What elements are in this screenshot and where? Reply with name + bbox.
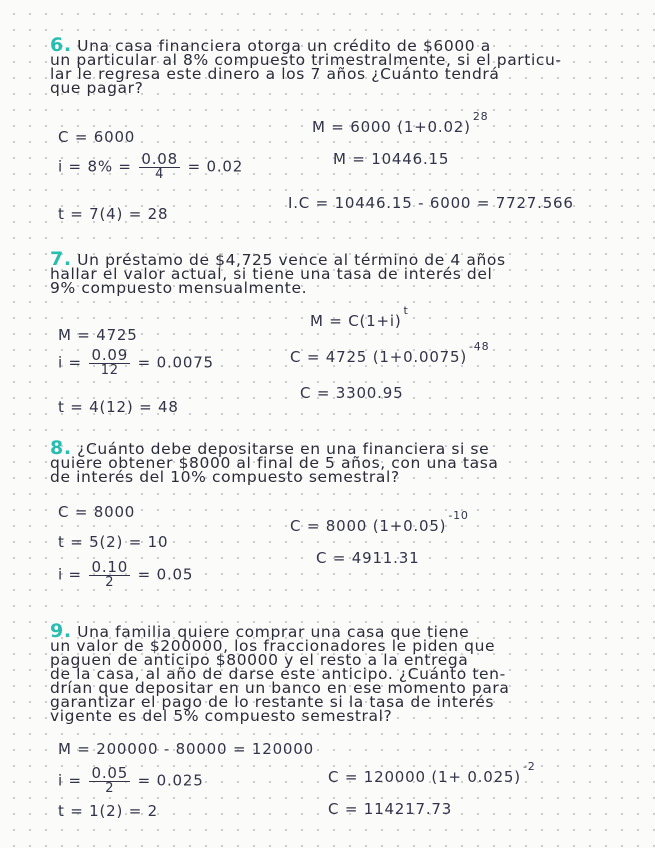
compound-formula bbox=[328, 760, 536, 786]
formula-text: C = 120000 (1+ 0.025) bbox=[328, 768, 521, 786]
given-amount: M = 4725 bbox=[58, 326, 138, 344]
given-capital: C = 8000 bbox=[58, 503, 136, 521]
given-capital: C = 6000 bbox=[58, 128, 136, 146]
fraction-numerator: 0.08 bbox=[141, 150, 178, 168]
fraction-numerator: 0.05 bbox=[91, 764, 129, 782]
statement-line: hallar el valor actual, si tiene una tasa de interés del bbox=[50, 265, 493, 283]
formula-exponent: t bbox=[403, 304, 409, 317]
problem-9-statement bbox=[50, 620, 625, 725]
compound-formula bbox=[312, 110, 489, 136]
problem-number: 7. bbox=[50, 248, 72, 270]
formula-result: M = 10446.15 bbox=[333, 150, 450, 168]
statement-line: drían que depositar en un banco en ese momento para bbox=[50, 679, 510, 697]
statement-line: de interés del 10% compuesto semestral? bbox=[50, 468, 400, 486]
formula-exponent: -2 bbox=[522, 760, 536, 773]
given-time: t = 5(2) = 10 bbox=[58, 533, 169, 551]
given-time: t = 4(12) = 48 bbox=[58, 398, 179, 416]
given-rate bbox=[58, 766, 204, 796]
formula-exponent: -48 bbox=[469, 340, 490, 353]
problem-8 bbox=[50, 437, 625, 486]
fraction-numerator: 0.09 bbox=[91, 346, 129, 364]
given-rate bbox=[58, 560, 193, 590]
problem-9 bbox=[50, 620, 625, 725]
statement-line: un particular al 8% compuesto trimestralmente, si el particu- bbox=[50, 51, 562, 69]
problem-number: 6. bbox=[50, 34, 72, 56]
rate-result: = 0.02 bbox=[187, 157, 244, 176]
statement-line: ¿Cuánto debe depositarse en una financiera si se bbox=[77, 440, 490, 458]
formula-text: C = 4725 (1+0.0075) bbox=[290, 348, 468, 366]
compound-formula bbox=[290, 509, 469, 535]
rate-label: i = bbox=[58, 565, 82, 584]
statement-line: que pagar? bbox=[50, 79, 144, 97]
rate-fraction bbox=[89, 348, 130, 378]
formula-text: M = C(1+i) bbox=[310, 312, 402, 330]
problem-7-statement bbox=[50, 248, 625, 297]
statement-line: un valor de $200000, los fraccionadores le piden que bbox=[50, 637, 496, 655]
statement-line: lar le regresa este dinero a los 7 años ¿Cuánto tendrá bbox=[50, 65, 500, 83]
fraction-denominator: 4 bbox=[155, 167, 165, 182]
problem-number: 9. bbox=[50, 620, 72, 642]
given-rate bbox=[58, 348, 214, 378]
problem-number: 8. bbox=[50, 437, 72, 459]
general-formula bbox=[310, 304, 409, 330]
formula-exponent: -10 bbox=[448, 509, 469, 522]
formula-result: C = 3300.95 bbox=[300, 384, 404, 402]
problem-8-statement bbox=[50, 437, 625, 486]
compound-formula bbox=[290, 340, 490, 366]
statement-line: vigente es del 5% compuesto semestral? bbox=[50, 707, 393, 725]
problem-6-statement bbox=[50, 34, 625, 97]
statement-line: 9% compuesto mensualmente. bbox=[50, 279, 308, 297]
rate-result: = 0.025 bbox=[137, 771, 204, 790]
statement-line: de la casa, al año de darse este anticipo. ¿Cuánto ten- bbox=[50, 665, 506, 683]
rate-label: i = bbox=[58, 353, 82, 372]
rate-result: = 0.05 bbox=[137, 565, 194, 584]
rate-fraction bbox=[89, 766, 130, 796]
problem-6 bbox=[50, 34, 625, 97]
formula-text: M = 6000 (1+0.02) bbox=[312, 118, 471, 136]
statement-line: paguen de anticipo $80000 y el resto a la entrega bbox=[50, 651, 469, 669]
given-time: t = 1(2) = 2 bbox=[58, 802, 159, 820]
formula-result: C = 114217.73 bbox=[328, 800, 453, 818]
formula-exponent: 28 bbox=[472, 110, 489, 123]
formula-result: C = 4911.31 bbox=[316, 549, 420, 567]
rate-result: = 0.0075 bbox=[137, 353, 214, 372]
statement-line: Un préstamo de $4,725 vence al término de 4 años bbox=[77, 251, 506, 269]
given-rate bbox=[58, 152, 243, 182]
rate-fraction bbox=[89, 560, 130, 590]
statement-line: Una familia quiere comprar una casa que tiene bbox=[77, 623, 470, 641]
fraction-denominator: 2 bbox=[105, 575, 115, 590]
formula-text: C = 8000 (1+0.05) bbox=[290, 517, 447, 535]
given-time: t = 7(4) = 28 bbox=[58, 205, 169, 223]
problem-7 bbox=[50, 248, 625, 297]
statement-line: Una casa financiera otorga un crédito de $6000 a bbox=[77, 37, 491, 55]
given-amount: M = 200000 - 80000 = 120000 bbox=[58, 740, 314, 758]
rate-fraction bbox=[139, 152, 180, 182]
statement-line: garantizar el pago de lo restante si la tasa de interés bbox=[50, 693, 495, 711]
rate-label: i = 8% = bbox=[58, 157, 132, 176]
fraction-denominator: 2 bbox=[105, 781, 115, 796]
fraction-denominator: 12 bbox=[100, 363, 119, 378]
rate-label: i = bbox=[58, 771, 82, 790]
fraction-numerator: 0.10 bbox=[91, 558, 129, 576]
statement-line: quiere obtener $8000 al final de 5 años, con una tasa bbox=[50, 454, 499, 472]
compound-interest: I.C = 10446.15 - 6000 = 7727.566 bbox=[288, 194, 574, 212]
